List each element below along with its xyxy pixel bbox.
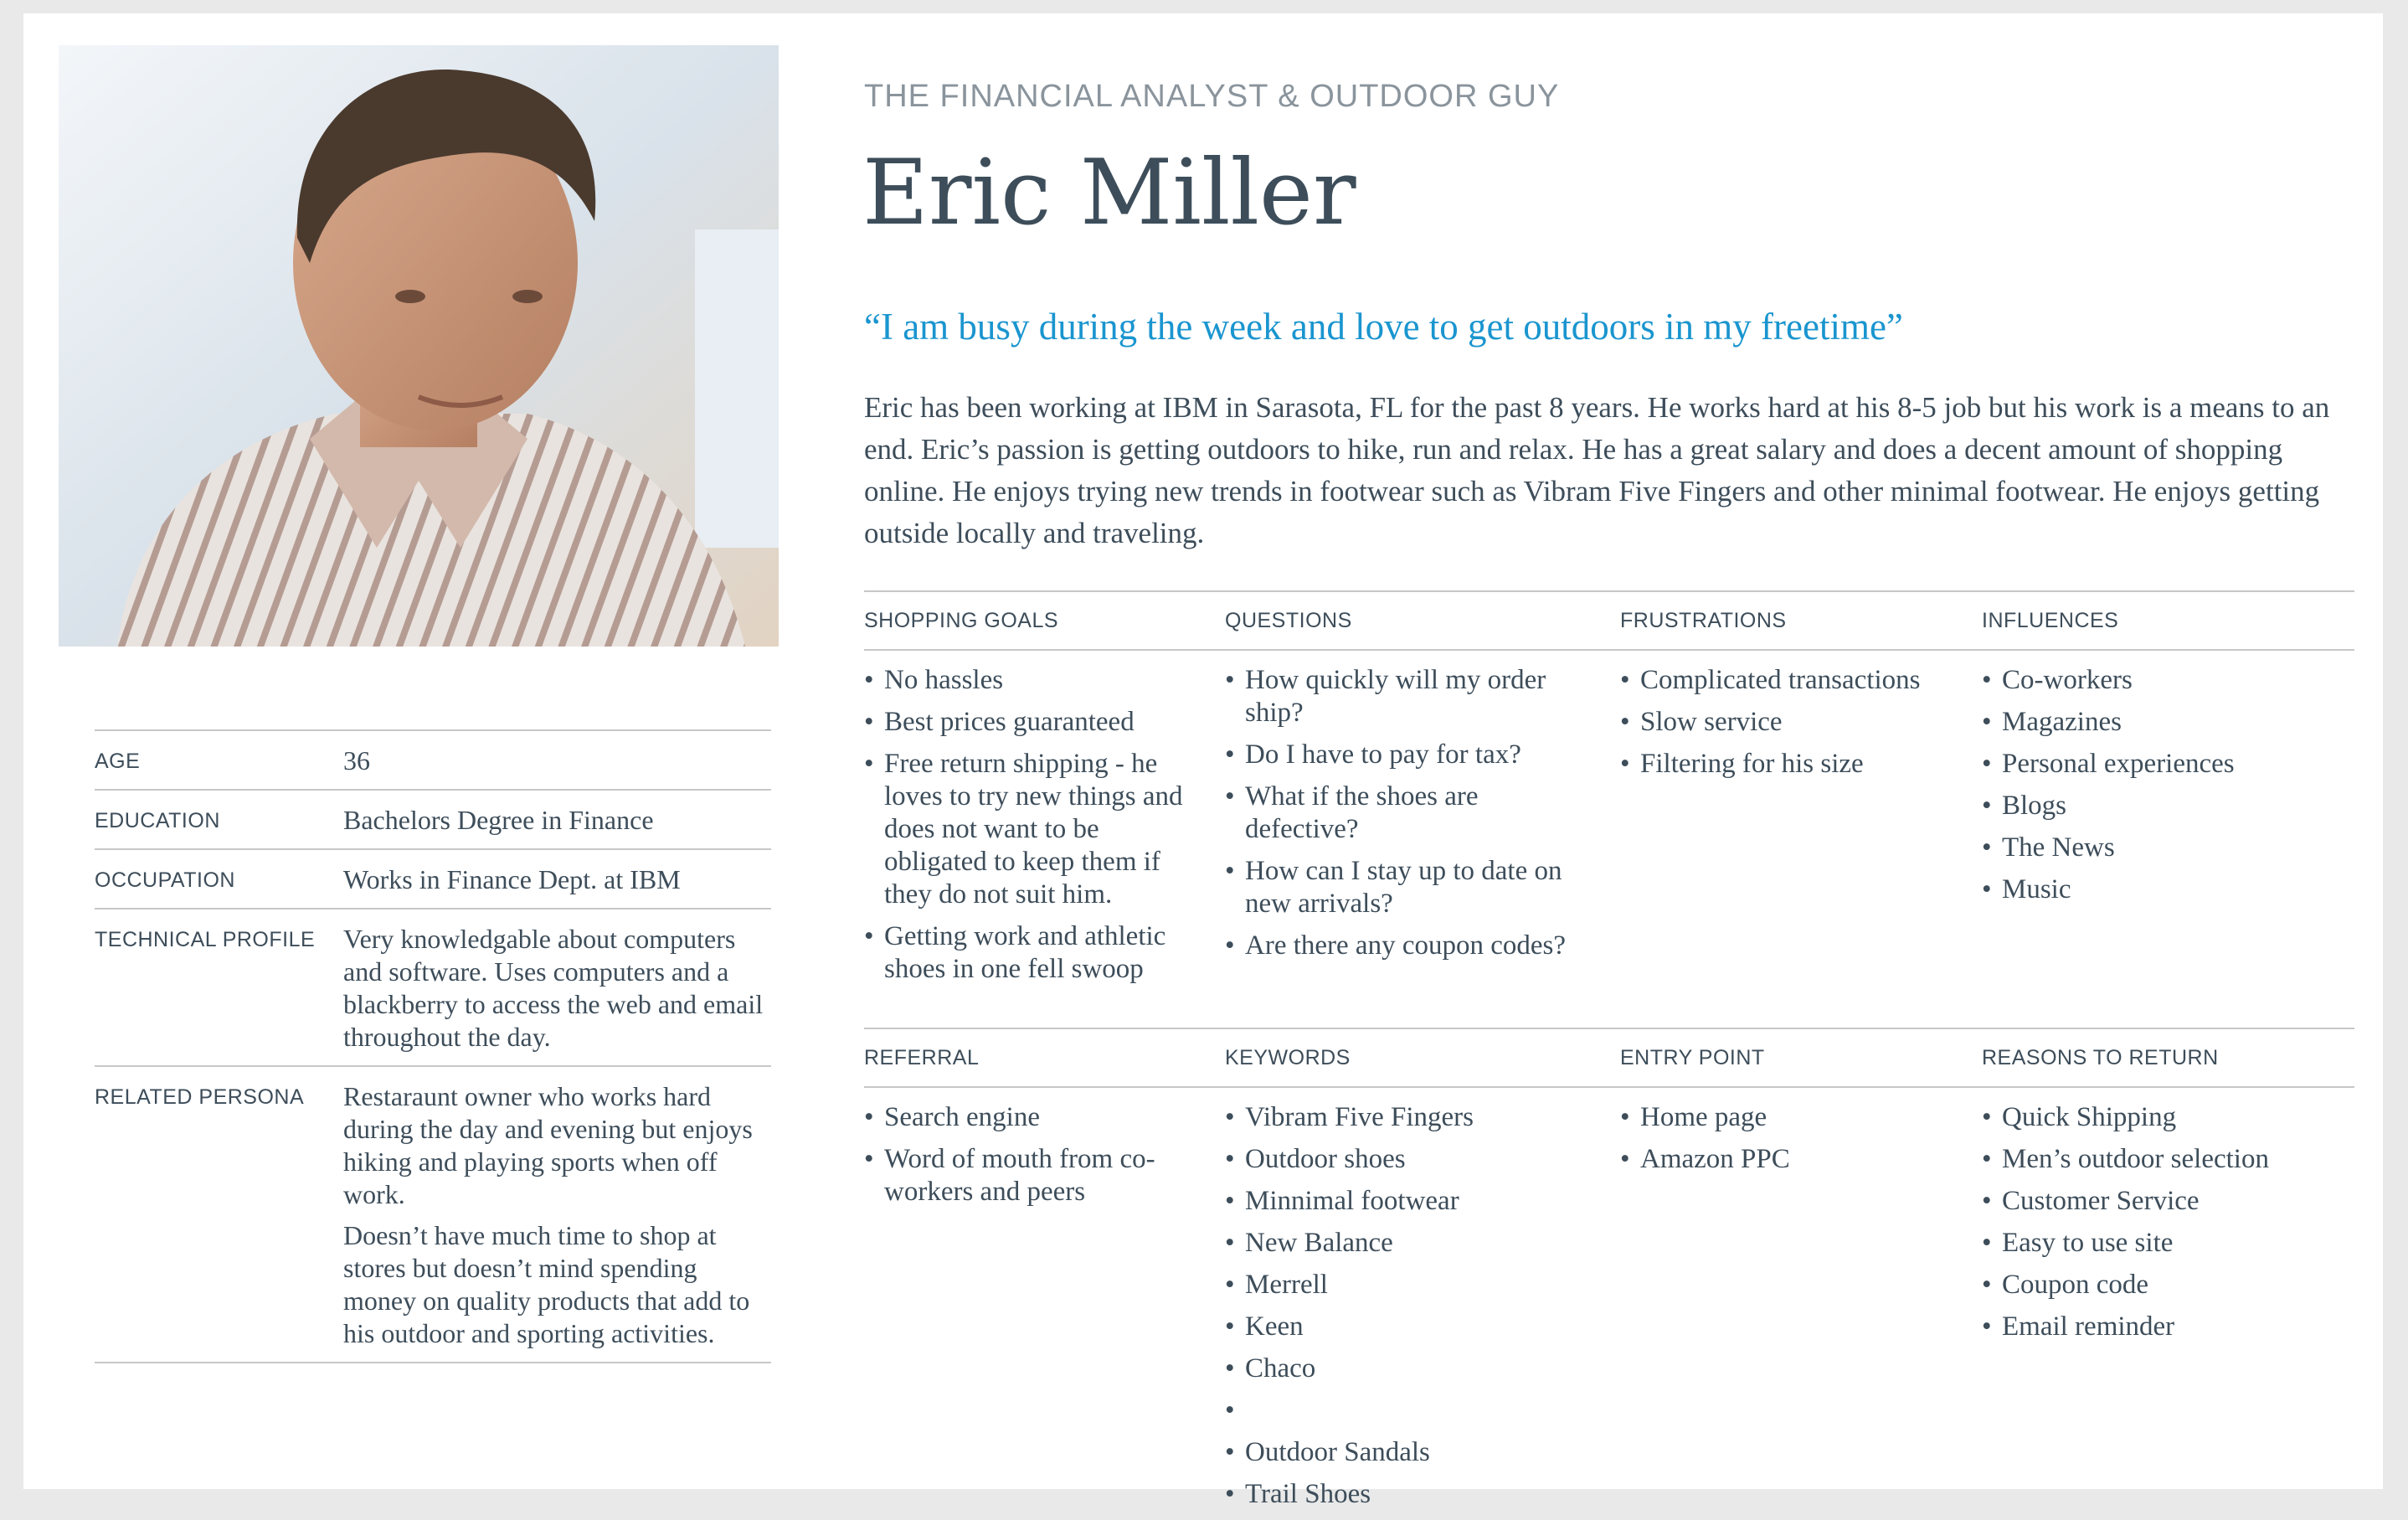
technical-profile-value: Very knowledgable about computers and software. Uses computers and a blackberry to access the web and email throughout the day. — [343, 924, 764, 1052]
bottom-section-headers — [864, 1028, 2354, 1088]
occupation-value: Works in Finance Dept. at IBM — [343, 864, 681, 894]
frustrations-title: FRUSTRATIONS — [1620, 609, 1787, 632]
keywords-title: KEYWORDS — [1225, 1046, 1351, 1069]
age-value: 36 — [343, 745, 370, 775]
age-label: AGE — [95, 750, 141, 773]
list-item: • Music — [1982, 873, 2350, 906]
list-item: • Coupon code — [1982, 1269, 2350, 1301]
questions-list — [1225, 664, 1593, 971]
list-item: • Keen — [1225, 1311, 1593, 1343]
related-persona-text-2: Doesn’t have much time to shop at stores but doesn’t mind spending money on quality products that add to his outdoor and sporting activities. — [343, 1220, 750, 1348]
influences-title: INFLUENCES — [1982, 609, 2119, 632]
related-persona-value — [343, 1080, 771, 1350]
list-item: • New Balance — [1225, 1227, 1593, 1260]
list-item: • Getting work and athletic shoes in one fell swoop — [864, 920, 1199, 986]
persona-quote: “I am busy during the week and love to get outdoors in my freetime” — [864, 306, 1903, 348]
technical-profile-label: TECHNICAL PROFILE — [95, 928, 316, 951]
list-item: • Customer Service — [1982, 1185, 2350, 1218]
list-item: • Quick Shipping — [1982, 1101, 2350, 1134]
list-item: • Merrell — [1225, 1269, 1593, 1301]
referral-list — [864, 1101, 1199, 1218]
list-item: • Free return shipping - he loves to try new things and does not want to be obligated to keep them if they do not suit him. — [864, 748, 1199, 911]
list-item: • Blogs — [1982, 790, 2350, 822]
list-item: • Vibram Five Fingers — [1225, 1101, 1593, 1134]
man-portrait-image — [59, 45, 779, 647]
persona-page — [23, 13, 2383, 1509]
reasons-to-return-list — [1982, 1101, 2350, 1353]
entry-point-title: ENTRY POINT — [1620, 1046, 1765, 1069]
profile-row-technical — [95, 908, 771, 1065]
shopping-goals-title: SHOPPING GOALS — [864, 609, 1059, 632]
list-item: • Best prices guaranteed — [864, 706, 1199, 739]
list-item: • Are there any coupon codes? — [1225, 930, 1593, 962]
list-item: • Magazines — [1982, 706, 2350, 739]
education-value: Bachelors Degree in Finance — [343, 805, 654, 835]
list-item: • How quickly will my order ship? — [1225, 664, 1593, 729]
profile-row-age — [95, 729, 771, 789]
list-item: • Filtering for his size — [1620, 748, 1972, 781]
list-item: • Men’s outdoor selection — [1982, 1143, 2350, 1176]
list-item — [1225, 1394, 1593, 1427]
frustrations-list — [1620, 664, 1972, 790]
list-item: • Home page — [1620, 1101, 1972, 1134]
list-item: • No hassles — [864, 664, 1199, 697]
persona-subtitle: THE FINANCIAL ANALYST & OUTDOOR GUY — [864, 79, 1560, 114]
list-item: • What if the shoes are defective? — [1225, 781, 1593, 846]
keywords-list — [1225, 1101, 1593, 1520]
list-item: • Amazon PPC — [1620, 1143, 1972, 1176]
list-item: • Personal experiences — [1982, 748, 2350, 781]
referral-title: REFERRAL — [864, 1046, 980, 1069]
profile-row-occupation — [95, 848, 771, 908]
list-item: • Easy to use site — [1982, 1227, 2350, 1260]
shopping-goals-list — [864, 664, 1199, 995]
persona-photo — [59, 45, 779, 647]
persona-bio: Eric has been working at IBM in Sarasota, FL for the past 8 years. He works hard at his 8-5 job but his work is a means to an end. Eric’s passion is getting outdoors to hike, run and relax. He has a great salary and does a decent amount of shopping online. He enjoys trying new trends in footwear such as Vibram Five Fingers and other minimal footwear. He enjoys getting outside locally and traveling. — [864, 391, 2330, 549]
list-item: • Complicated transactions — [1620, 664, 1972, 697]
list-item: • How can I stay up to date on new arrivals? — [1225, 855, 1593, 920]
related-persona-text-1: Restaraunt owner who works hard during the day and evening but enjoys hiking and playing sports when off work. — [343, 1081, 753, 1209]
list-item: • Do I have to pay for tax? — [1225, 739, 1593, 771]
profile-table — [95, 729, 771, 1363]
entry-point-list — [1620, 1101, 1972, 1185]
list-item: • Email reminder — [1982, 1311, 2350, 1343]
top-sections — [864, 590, 2354, 984]
list-item: • Slow service — [1620, 706, 1972, 739]
list-item: • Chaco — [1225, 1353, 1593, 1385]
list-item: • Outdoor Sandals — [1225, 1436, 1593, 1469]
list-item: • Word of mouth from co-workers and peers — [864, 1143, 1199, 1208]
occupation-label: OCCUPATION — [95, 868, 235, 892]
questions-title: QUESTIONS — [1225, 609, 1352, 632]
profile-row-related — [95, 1065, 771, 1363]
list-item: • Trail Shoes — [1225, 1478, 1593, 1511]
list-item: • Search engine — [864, 1101, 1199, 1134]
profile-row-education — [95, 789, 771, 848]
list-item: • Minnimal footwear — [1225, 1185, 1593, 1218]
list-item: • Outdoor shoes — [1225, 1143, 1593, 1176]
related-persona-label: RELATED PERSONA — [95, 1085, 305, 1109]
top-section-headers — [864, 590, 2354, 651]
reasons-to-return-title: REASONS TO RETURN — [1982, 1046, 2219, 1069]
list-item: • The News — [1982, 832, 2350, 864]
influences-list — [1982, 664, 2350, 915]
persona-name: Eric Miller — [862, 141, 1356, 245]
bottom-sections — [864, 1028, 2354, 1509]
list-item: • Co-workers — [1982, 664, 2350, 697]
education-label: EDUCATION — [95, 809, 220, 832]
